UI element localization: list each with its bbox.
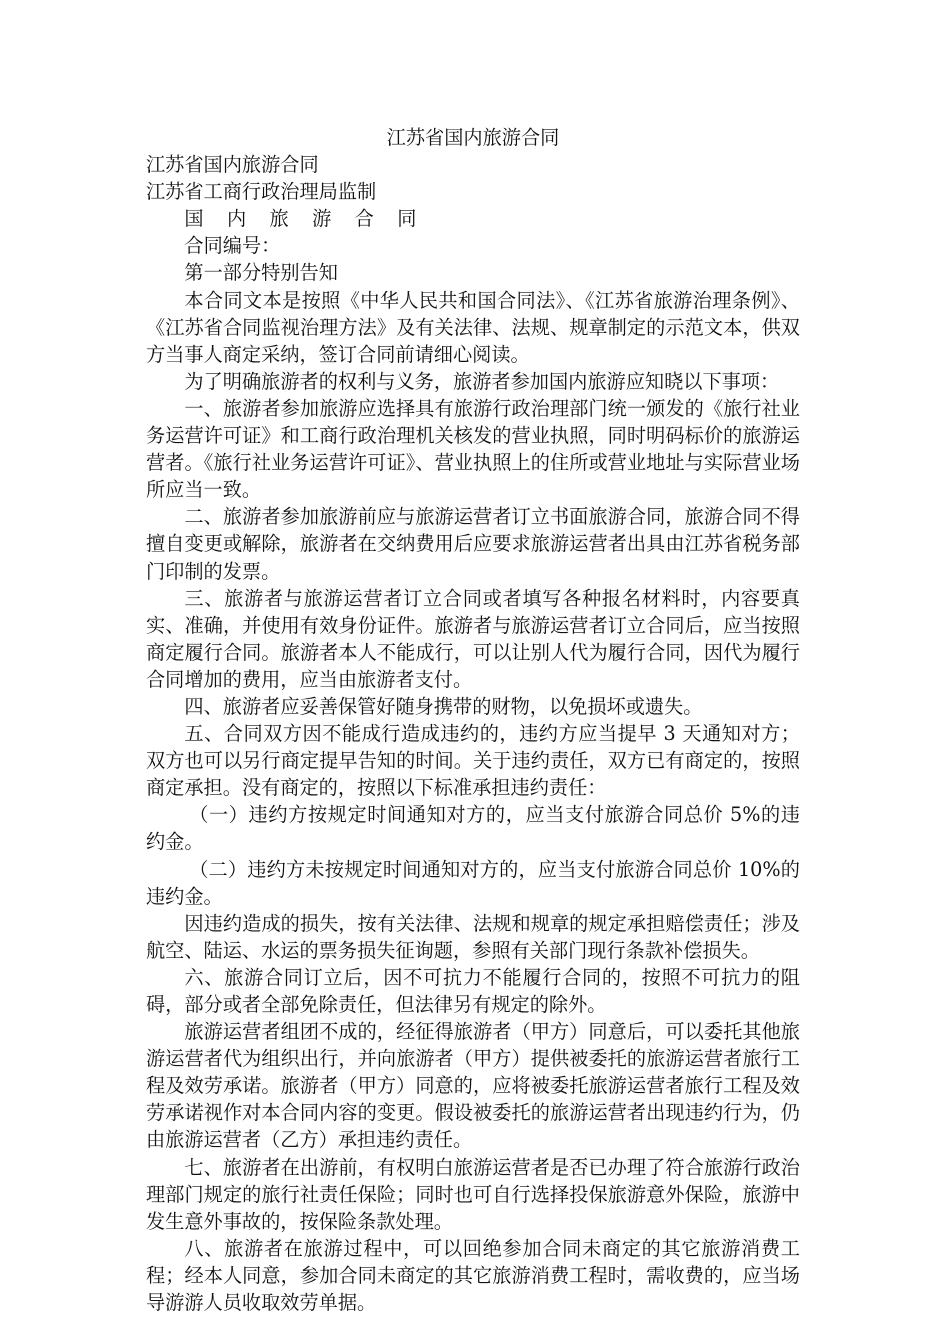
- paragraph-delegation: 旅游运营者组团不成的，经征得旅游者（甲方）同意后，可以委托其他旅游运营者代为组织出行，并向旅游者（甲方）提供被委托的旅游运营者旅行工程及效劳承诺。旅游者（甲方）同意的，应将被委托旅游运营者旅行工程及效劳承诺视作对本合同内容的变更。假设被委托的旅游运营者出现违约行为，仍由旅游运营者（乙方）承担违约责任。: [146, 1020, 800, 1152]
- paragraph-notice: 为了明确旅游者的权利与义务，旅游者参加国内旅游应知晓以下事项：: [184, 369, 780, 393]
- contract-subtitle: 国 内 旅 游 合 同: [184, 207, 426, 231]
- paragraph-item-7: 七、旅游者在出游前，有权明白旅游运营者是否已办理了符合旅游行政治理部门规定的旅行社责任保险；同时也可自行选择投保旅游意外保险，旅游中发生意外事故的，按保险条款处理。: [146, 1155, 800, 1233]
- paragraph-subitem-2: （二）违约方未按规定时间通知对方的，应当支付旅游合同总价 10%的违约金。: [146, 857, 800, 908]
- paragraph-subitem-1: （一）违约方按规定时间通知对方的，应当支付旅游合同总价 5%的违约金。: [146, 803, 800, 854]
- paragraph-item-8: 八、旅游者在旅游过程中，可以回绝参加合同未商定的其它旅游消费工程；经本人同意，参加合同未商定的其它旅游消费工程时，需收费的，应当场导游游人员收取效劳单据。: [146, 1236, 800, 1315]
- paragraph-item-3: 三、旅游者与旅游运营者订立合同或者填写各种报名材料时，内容要真实、准确，并使用有效身份证件。旅游者与旅游运营者订立合同后，应当按照商定履行合同。旅游者本人不能成行，可以让别人代为履行合同，因代为履行合同增加的费用，应当由旅游者支付。: [146, 586, 800, 691]
- paragraph-item-1: 一、旅游者参加旅游应选择具有旅游行政治理部门统一颁发的《旅行社业务运营许可证》和工商行政治理机关核发的营业执照，同时明码标价的旅游运营者。《旅行社业务运营许可证》、营业执照上的住所或营业地址与实际营业场所应当一致。: [146, 396, 800, 502]
- paragraph-item-4: 四、旅游者应妥善保管好随身携带的财物，以免损坏或遗失。: [184, 694, 703, 718]
- header-line-supervisor: 江苏省工商行政治理局监制: [146, 180, 377, 204]
- section-heading: 第一部分特别告知: [184, 261, 338, 285]
- document-title: 江苏省国内旅游合同: [386, 126, 560, 149]
- header-line-title: 江苏省国内旅游合同: [146, 153, 319, 177]
- paragraph-intro: 本合同文本是按照《中华人民共和国合同法》、《江苏省旅游治理条例》、《江苏省合同监视治理方法》及有关法律、法规、规章制定的示范文本，供双方当事人商定采纳，签订合同前请细心阅读。: [146, 288, 800, 366]
- paragraph-compensation: 因违约造成的损失，按有关法律、法规和规章的规定承担赔偿责任；涉及航空、陆运、水运的票务损失征询题，参照有关部门现行条款补偿损失。: [146, 911, 800, 962]
- paragraph-item-2: 二、旅游者参加旅游前应与旅游运营者订立书面旅游合同，旅游合同不得擅自变更或解除，旅游者在交纳费用后应要求旅游运营者出具由江苏省税务部门印制的发票。: [146, 505, 800, 583]
- contract-number-label: 合同编号：: [184, 234, 281, 258]
- paragraph-item-6: 六、旅游合同订立后，因不可抗力不能履行合同的，按照不可抗力的阻碍，部分或者全部免除责任，但法律另有规定的除外。: [146, 965, 800, 1016]
- document-page: [146, 124, 800, 1316]
- paragraph-item-5: 五、合同双方因不能成行造成违约的，违约方应当提早 3 天通知对方；双方也可以另行商定提早告知的时间。关于违约责任，双方已有商定的，按照商定承担。没有商定的，按照以下标准承担违约责任：: [146, 722, 800, 800]
